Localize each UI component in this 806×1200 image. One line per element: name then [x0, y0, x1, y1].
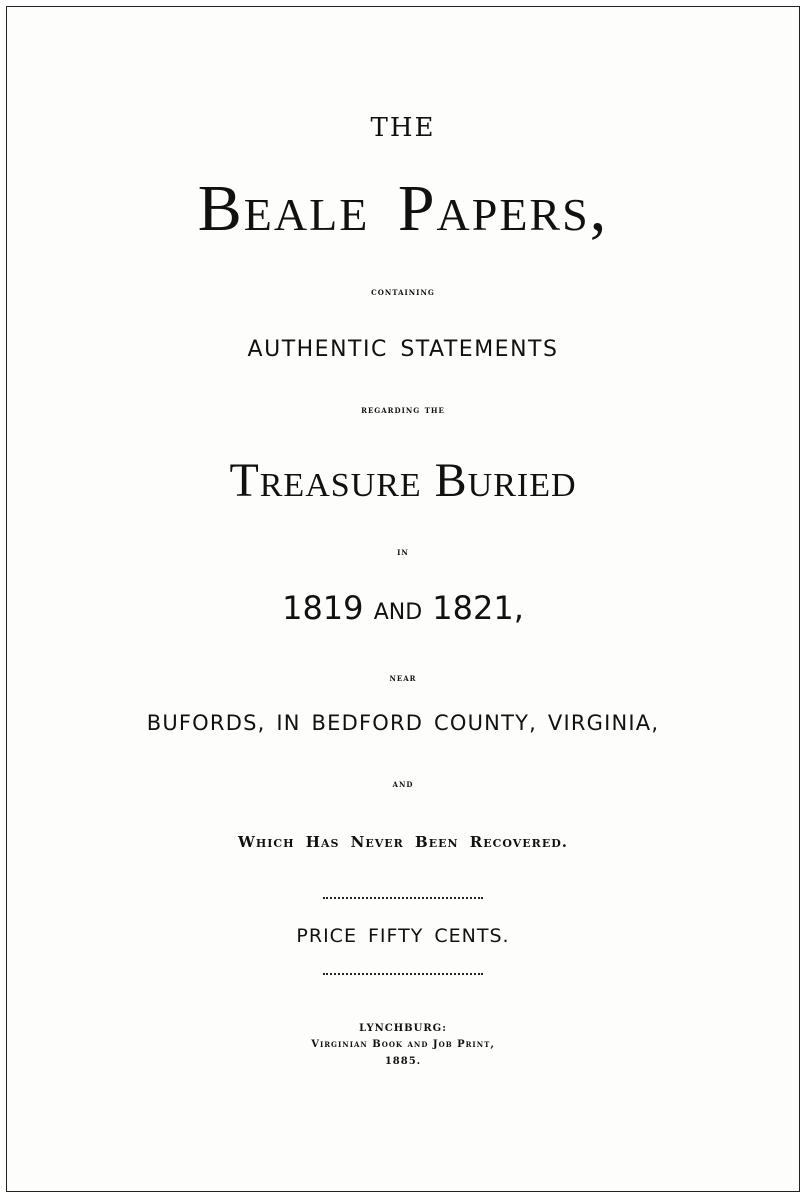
- decorative-rule-top: [323, 897, 483, 899]
- in-label: in: [397, 547, 409, 558]
- and-label: and: [392, 779, 414, 790]
- location-line: BUFORDS, IN BEDFORD COUNTY, VIRGINIA,: [146, 711, 660, 735]
- main-title: Beale Papers,: [197, 172, 609, 245]
- price-line: PRICE FIFTY CENTS.: [296, 925, 510, 947]
- authentic-statements: AUTHENTIC STATEMENTS: [247, 337, 559, 362]
- never-recovered-line: Which Has Never Been Recovered.: [238, 833, 568, 851]
- imprint-city: LYNCHBURG:: [359, 1023, 447, 1034]
- years-heading: 1819 and 1821,: [282, 589, 524, 627]
- title-page: [6, 6, 800, 1192]
- decorative-rule-bottom: [323, 973, 483, 975]
- imprint-year: 1885.: [384, 1056, 422, 1067]
- imprint-printer: Virginian Book and Job Print,: [311, 1039, 495, 1050]
- treasure-buried-heading: Treasure Buried: [229, 454, 577, 507]
- near-label: near: [389, 673, 417, 684]
- regarding-label: regarding the: [361, 405, 445, 416]
- containing-label: containing: [371, 287, 435, 298]
- title-article: THE: [370, 113, 436, 143]
